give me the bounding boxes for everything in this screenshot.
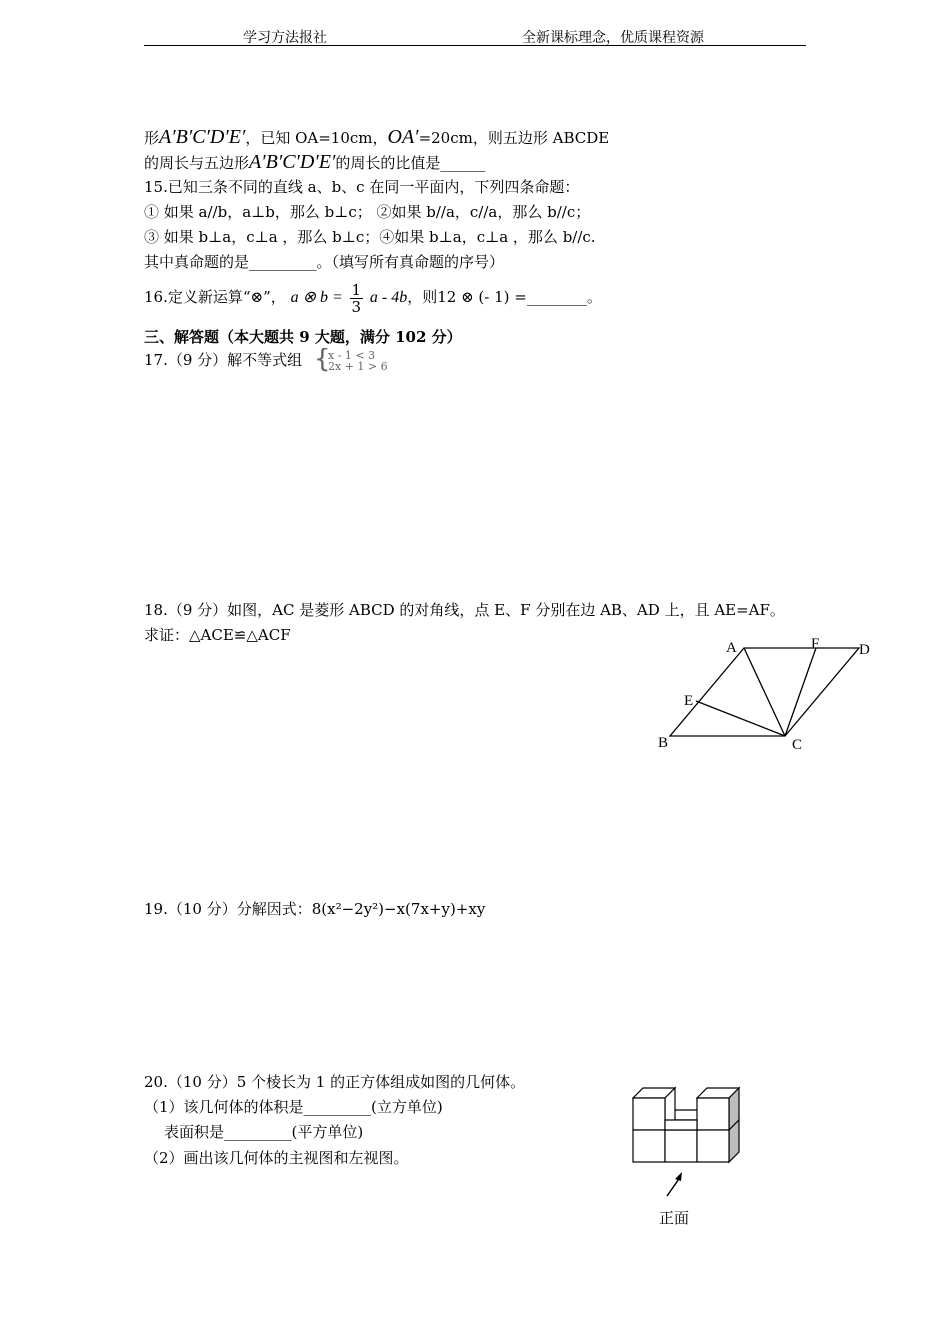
q14-line2: 的周长与五边形A′B′C′D′E′的周长的比值是______ (144, 151, 486, 173)
segment-fc (785, 648, 816, 736)
q15-line2: ① 如果 a//b，a⊥b，那么 b⊥c； ②如果 b//a，c//a，那么 b//c； (144, 203, 591, 221)
q19-text: 19.（10 分）分解因式：8(x²−2y²)−x(7x+y)+xy (144, 900, 486, 918)
q20-line4: （2）画出该几何体的主视图和左视图。 (144, 1149, 409, 1167)
q18-line2: 求证：△ACE≌△ACF (144, 626, 291, 644)
inequality-system: { x - 1 < 3 2x + 1 > 6 (314, 348, 424, 372)
header-left: 学习方法报社 (243, 30, 327, 46)
fraction-one-third: $\frac{1}{3}$ (351, 280, 362, 316)
front-label: 正面 (659, 1209, 690, 1227)
q16-line: 16.定义新运算“⊗”， a ⊗ b = $\frac{1}{3}$ a - 4b，则12 ⊗ (- 1) =________。 (144, 280, 602, 316)
label-f: F (811, 636, 820, 652)
label-c: C (792, 737, 803, 753)
q20-line1: 20.（10 分）5 个棱长为 1 的正方体组成如图的几何体。 (144, 1073, 526, 1091)
otimes-symbol: ⊗ (250, 288, 264, 306)
q18-line1: 18.（9 分）如图，AC 是菱形 ABCD 的对角线，点 E、F 分别在边 AB、AD 上，且 AE=AF。 (144, 601, 785, 619)
brace-icon: { (314, 348, 331, 372)
q15-line1: 15.已知三条不同的直线 a、b、c 在同一平面内，下列四条命题： (144, 178, 580, 196)
cube-figure (625, 1080, 750, 1210)
section-3-title: 三、解答题（本大题共 9 大题，满分 102 分） (144, 328, 462, 346)
q20-line3: 表面积是_________(平方单位) (164, 1123, 364, 1141)
rhombus-figure (650, 632, 880, 757)
q15-line4: 其中真命题的是_________。（填写所有真命题的序号） (144, 253, 505, 271)
label-b: B (658, 735, 669, 751)
label-a: A (726, 640, 737, 656)
header-right: 全新课标理念，优质课程资源 (522, 30, 704, 46)
oa-prime: OA′ (387, 126, 419, 148)
q17-text: 17.（9 分）解不等式组 (144, 351, 303, 369)
label-d: D (859, 642, 870, 658)
pentagon-name: A′B′C′D′E′ (159, 126, 246, 148)
pentagon-name-2: A′B′C′D′E′ (249, 151, 336, 173)
label-e: E (684, 693, 694, 709)
front-arrow-icon (675, 1172, 682, 1181)
q15-line3: ③ 如果 b⊥a，c⊥a ，那么 b⊥c；④如果 b⊥a，c⊥a ，那么 b//c. (144, 228, 596, 246)
q20-line2: （1）该几何体的体积是_________(立方单位) (144, 1098, 443, 1116)
q14-line1: 形A′B′C′D′E′，已知 OA=10cm，OA′=20cm，则五边形 ABCDE (144, 126, 610, 148)
header-rule (144, 45, 806, 46)
